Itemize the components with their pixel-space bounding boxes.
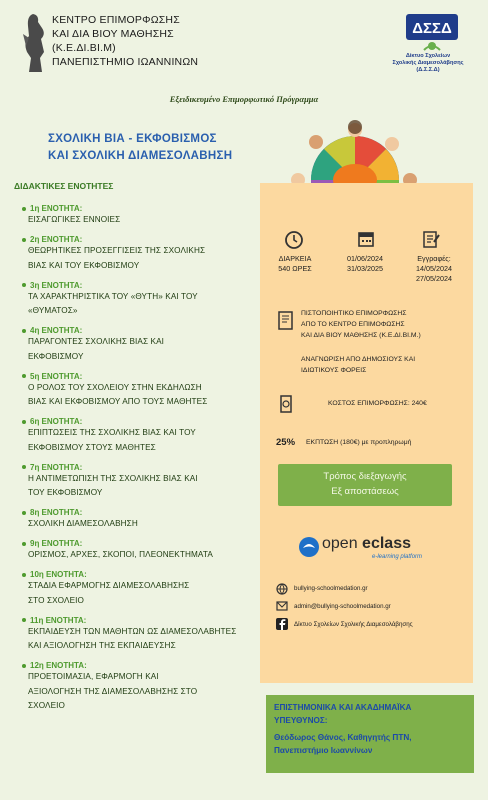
certificate-line: ΠΙΣΤΟΠΟΙΗΤΙΚΟ ΕΠΙΜΟΡΦΩΣΗΣ [301, 310, 407, 317]
unit-title-line: Ο ΡΟΛΟΣ ΤΟΥ ΣΧΟΛΕΙΟΥ ΣΤΗΝ ΕΚΔΗΛΩΣΗ [28, 382, 202, 392]
bullet-icon [22, 329, 26, 333]
unit-label-text: 3η ΕΝΟΤΗΤΑ: [30, 280, 83, 290]
delivery-method-line: Τρόπος διεξαγωγής [323, 471, 407, 482]
money-icon [276, 394, 296, 414]
unit-label [22, 661, 87, 670]
unit-title-line: ΚΑΙ ΑΞΙΟΛΟΓΗΣΗ ΤΗΣ ΕΚΠΑΙΔΕΥΣΗΣ [28, 641, 176, 650]
clock-icon [284, 230, 304, 250]
delivery-method-box [278, 464, 452, 506]
unit-label [22, 204, 82, 213]
end-date: 31/03/2025 [347, 264, 383, 273]
unit-label [22, 235, 82, 244]
registration-form-icon [422, 230, 440, 250]
cost-text: ΚΟΣΤΟΣ ΕΠΙΜΟΡΦΩΣΗΣ: 240€ [328, 400, 427, 407]
unit-label-text: 4η ΕΝΟΤΗΤΑ: [30, 326, 83, 335]
responsible-heading-line: ΕΠΙΣΤΗΜΟΝΙΚΑ ΚΑΙ ΑΚΑΔΗΜΑΪΚΑ [274, 703, 412, 712]
facebook-icon [276, 618, 288, 630]
responsible-box [266, 695, 474, 773]
program-title-line: ΣΧΟΛΙΚΗ ΒΙΑ - ΕΚΦΟΒΙΣΜΟΣ [48, 133, 217, 145]
unit-title-line: ΤΟΥ ΕΚΦΟΒΙΣΜΟΥ [28, 488, 103, 497]
unit-label-text: 12η ΕΝΟΤΗΤΑ: [30, 661, 87, 670]
bullet-icon [22, 420, 26, 424]
facebook-link[interactable]: Δίκτυο Σχολείων Σχολικής Διαμεσολάβησης [294, 621, 413, 628]
network-name-line: (Δ.Σ.Σ.Δ) [416, 67, 440, 73]
unit-label [22, 417, 82, 426]
unit-label-text: 6η ΕΝΟΤΗΤΑ: [30, 417, 83, 426]
network-logo [402, 12, 462, 52]
bullet-icon [22, 542, 26, 546]
website-link[interactable]: bullying-schoolmedation.gr [294, 585, 368, 592]
duration-value: 540 ΩΡΕΣ [278, 264, 312, 273]
calendar-icon [357, 230, 375, 248]
unit-label [22, 326, 82, 335]
discount-text: ΕΚΠΤΩΣΗ (180€) με προπληρωμή [306, 439, 412, 446]
unit-title-line: ΕΙΣΑΓΩΓΙΚΕΣ ΕΝΝΟΙΕΣ [28, 215, 121, 224]
unit-label [22, 463, 82, 472]
bullet-icon [22, 511, 26, 515]
institution-name-line: ΚΑΙ ΔΙΑ ΒΙΟΥ ΜΑΘΗΣΗΣ [52, 28, 174, 40]
unit-label-text: 9η ΕΝΟΤΗΤΑ: [30, 539, 83, 548]
bullet-icon [22, 618, 26, 622]
certificate-line: ΑΠΟ ΤΟ ΚΕΝΤΡΟ ΕΠΙΜΟΦΩΣΗΣ [301, 321, 405, 328]
unit-title-line: ΒΙΑΣ ΚΑΙ ΕΚΦΟΒΙΣΜΟΥ ΑΠΟ ΤΟΥΣ ΜΑΘΗΤΕΣ [28, 397, 208, 406]
institution-name-line: ΠΑΝΕΠΙΣΤΗΜΙΟ ΙΩΑΝΝΙΝΩΝ [52, 56, 199, 68]
unit-label [22, 281, 82, 290]
unit-title-line: ΣΧΟΛΙΚΗ ΔΙΑΜΕΣΟΛΑΒΗΣΗ [28, 519, 138, 528]
unit-title-line: ΠΡΟΕΤΟΙΜΑΣΙΑ, ΕΦΑΡΜΟΓΗ ΚΑΙ [28, 672, 159, 681]
recognition-line: ΙΔΙΩΤΙΚΟΥΣ ΦΟΡΕΙΣ [301, 367, 367, 374]
registration-start: 14/05/2024 [416, 264, 452, 273]
unit-label [22, 508, 82, 517]
certificate-line: ΚΑΙ ΔΙΑ ΒΙΟΥ ΜΑΘΗΣΗΣ (Κ.Ε.ΔΙ.ΒΙ.Μ.) [301, 332, 421, 339]
unit-label-text: 10η ΕΝΟΤΗΤΑ: [30, 570, 87, 579]
unit-label-text: 7η ΕΝΟΤΗΤΑ: [30, 462, 83, 472]
network-name-line: Σχολικής Διαμεσολάβησης [392, 60, 464, 66]
university-statue-logo [20, 12, 50, 74]
discount-percent: 25% [276, 437, 296, 448]
recognition-line: ΑΝΑΓΝΩΡΙΣΗ ΑΠΟ ΔΗΜΟΣΙΟΥΣ ΚΑΙ [301, 356, 416, 363]
unit-title-line: ΤΑ ΧΑΡΑΚΤΗΡΙΣΤΙΚΑ ΤΟΥ «ΘΥΤΗ» ΚΑΙ ΤΟΥ [28, 291, 198, 301]
bullet-icon [22, 283, 26, 287]
bullet-icon [22, 465, 26, 469]
network-logo-text: ΔΣΣΔ [412, 20, 452, 37]
eclass-logo-icon [298, 536, 320, 558]
unit-label-text: 8η ΕΝΟΤΗΤΑ: [30, 508, 83, 517]
program-title-line: ΚΑΙ ΣΧΟΛΙΚΗ ΔΙΑΜΕΣΟΛΑΒΗΣΗ [48, 150, 233, 162]
delivery-method-line: Εξ αποστάσεως [331, 486, 399, 497]
unit-label [22, 539, 82, 548]
start-date: 01/06/2024 [347, 254, 383, 263]
email-icon [276, 600, 288, 612]
email-link[interactable]: admin@bullying-schoolmedation.gr [294, 603, 391, 610]
unit-title-line: ΣΧΟΛΕΙΟ [28, 701, 66, 710]
unit-title-line: ΑΞΙΟΛΟΓΗΣΗ ΤΗΣ ΔΙΑΜΕΣΟΛΑΒΗΣΗΣ ΣΤΟ [28, 686, 198, 696]
bullet-icon [22, 207, 26, 211]
unit-title-line: ΒΙΑΣ ΚΑΙ ΤΟΥ ΕΚΦΟΒΙΣΜΟΥ [28, 260, 140, 270]
unit-label-text: 1η ΕΝΟΤΗΤΑ: [30, 204, 83, 213]
unit-label [22, 570, 87, 579]
unit-title-line: ΠΑΡΑΓΟΝΤΕΣ ΣΧΟΛΙΚΗΣ ΒΙΑΣ ΚΑΙ [28, 337, 165, 346]
unit-label-text: 2η ΕΝΟΤΗΤΑ: [30, 235, 83, 244]
unit-label [22, 616, 86, 625]
program-type: Εξειδικευμένο Επιμορφωτικό Πρόγραμμα [169, 94, 319, 104]
unit-label-text: 11η ΕΝΟΤΗΤΑ: [30, 615, 87, 625]
institution-name-line: (Κ.Ε.ΔΙ.ΒΙ.Μ) [52, 42, 116, 54]
responsible-heading-line: ΥΠΕΥΘΥΝΟΣ: [274, 716, 328, 725]
bullet-icon [22, 573, 26, 577]
eclass-name-bold: eclass [362, 535, 411, 552]
eclass-tagline: e-learning platform [372, 554, 423, 560]
network-name-line: Δίκτυο Σχολείων [405, 53, 451, 59]
eclass-name [322, 535, 411, 553]
duration-label: ΔΙΑΡΚΕΙΑ [278, 254, 312, 263]
unit-title-line: ΕΠΙΠΤΩΣΕΙΣ ΤΗΣ ΣΧΟΛΙΚΗΣ ΒΙΑΣ ΚΑΙ ΤΟΥ [28, 428, 196, 437]
unit-title-line: «ΘΥΜΑΤΟΣ» [28, 306, 78, 315]
unit-label [22, 372, 82, 381]
responsible-person-line: Πανεπιστήμιο Ιωαννίνων [274, 746, 373, 755]
institution-name-line: ΚΕΝΤΡΟ ΕΠΙΜΟΡΦΩΣΗΣ [52, 14, 180, 26]
certificate-icon [276, 310, 296, 332]
unit-title-line: ΕΚΦΟΒΙΣΜΟΥ ΣΤΟΥΣ ΜΑΘΗΤΕΣ [28, 442, 156, 452]
unit-label-text: 5η ΕΝΟΤΗΤΑ: [30, 371, 83, 381]
unit-title-line: ΣΤΑΔΙΑ ΕΦΑΡΜΟΓΗΣ ΔΙΑΜΕΣΟΛΑΒΗΣΗΣ [28, 581, 190, 590]
eclass-name-light: open [322, 535, 363, 552]
unit-title-line: ΕΚΠΑΙΔΕΥΣΗ ΤΩΝ ΜΑΘΗΤΩΝ ΩΣ ΔΙΑΜΕΣΟΛΑΒΗΤΕΣ [28, 626, 237, 636]
units-heading: ΔΙΔΑΚΤΙΚΕΣ ΕΝΟΤΗΤΕΣ [14, 181, 114, 191]
unit-title-line: ΕΚΦΟΒΙΣΜΟΥ [28, 351, 84, 361]
bullet-icon [22, 664, 26, 668]
globe-icon [276, 583, 288, 595]
responsible-person-line: Θεόδωρος Θάνος, Καθηγητής ΠΤΝ, [274, 733, 412, 742]
registration-label: Εγγραφές: [417, 254, 451, 263]
unit-title-line: ΘΕΩΡΗΤΙΚΕΣ ΠΡΟΣΕΓΓΙΣΕΙΣ ΤΗΣ ΣΧΟΛΙΚΗΣ [28, 246, 206, 255]
registration-end: 27/05/2024 [416, 274, 452, 283]
bullet-icon [22, 238, 26, 242]
unit-title-line: ΣΤΟ ΣΧΟΛΕΙΟ [28, 595, 84, 605]
bullet-icon [22, 374, 26, 378]
unit-title-line: ΟΡΙΣΜΟΣ, ΑΡΧΕΣ, ΣΚΟΠΟΙ, ΠΛΕΟΝΕΚΤΗΜΑΤΑ [28, 550, 213, 559]
unit-title-line: Η ΑΝΤΙΜΕΤΩΠΙΣΗ ΤΗΣ ΣΧΟΛΙΚΗΣ ΒΙΑΣ ΚΑΙ [28, 473, 198, 483]
